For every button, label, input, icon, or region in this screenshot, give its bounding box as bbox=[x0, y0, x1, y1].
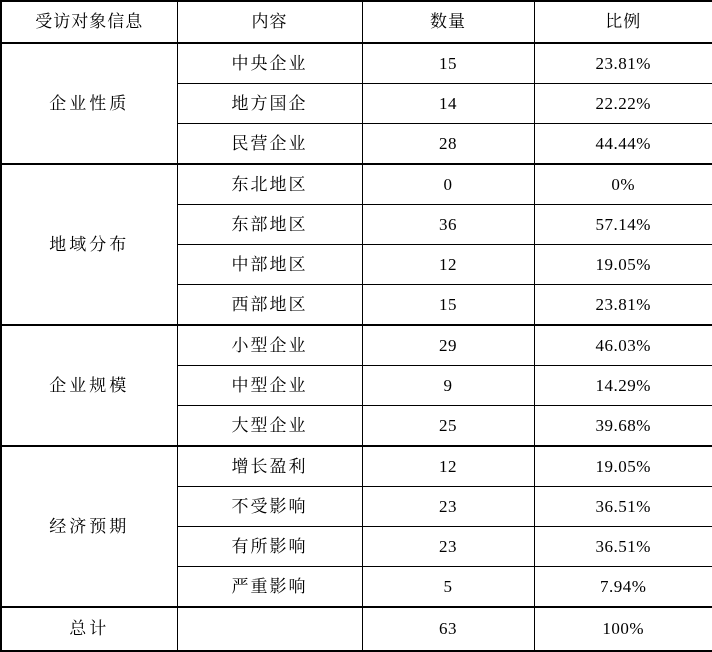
item-percent: 46.03% bbox=[534, 325, 712, 366]
item-label: 大型企业 bbox=[177, 406, 362, 447]
item-percent: 7.94% bbox=[534, 567, 712, 608]
item-label: 严重影响 bbox=[177, 567, 362, 608]
item-count: 12 bbox=[362, 446, 534, 487]
item-label: 小型企业 bbox=[177, 325, 362, 366]
item-percent: 44.44% bbox=[534, 124, 712, 165]
total-item-blank bbox=[177, 607, 362, 651]
total-label: 总计 bbox=[1, 607, 177, 651]
column-header-count: 数量 bbox=[362, 1, 534, 43]
group-label-economic-expectation: 经济预期 bbox=[1, 446, 177, 607]
item-count: 28 bbox=[362, 124, 534, 165]
item-label: 有所影响 bbox=[177, 527, 362, 567]
item-percent: 19.05% bbox=[534, 245, 712, 285]
item-count: 9 bbox=[362, 366, 534, 406]
item-label: 中部地区 bbox=[177, 245, 362, 285]
item-percent: 0% bbox=[534, 164, 712, 205]
item-label: 中型企业 bbox=[177, 366, 362, 406]
item-count: 25 bbox=[362, 406, 534, 447]
item-percent: 19.05% bbox=[534, 446, 712, 487]
item-count: 0 bbox=[362, 164, 534, 205]
item-label: 东部地区 bbox=[177, 205, 362, 245]
table-row bbox=[1, 164, 712, 205]
item-count: 23 bbox=[362, 527, 534, 567]
item-label: 增长盈利 bbox=[177, 446, 362, 487]
item-label: 中央企业 bbox=[177, 43, 362, 84]
item-label: 西部地区 bbox=[177, 285, 362, 326]
item-count: 29 bbox=[362, 325, 534, 366]
item-count: 15 bbox=[362, 43, 534, 84]
item-count: 15 bbox=[362, 285, 534, 326]
item-count: 12 bbox=[362, 245, 534, 285]
table-row bbox=[1, 43, 712, 84]
column-header-respondent-info: 受访对象信息 bbox=[1, 1, 177, 43]
table-row bbox=[1, 446, 712, 487]
item-label: 不受影响 bbox=[177, 487, 362, 527]
column-header-content: 内容 bbox=[177, 1, 362, 43]
item-count: 36 bbox=[362, 205, 534, 245]
item-count: 23 bbox=[362, 487, 534, 527]
table-header-row bbox=[1, 1, 712, 43]
item-count: 5 bbox=[362, 567, 534, 608]
item-percent: 57.14% bbox=[534, 205, 712, 245]
item-percent: 23.81% bbox=[534, 43, 712, 84]
item-label: 东北地区 bbox=[177, 164, 362, 205]
item-percent: 36.51% bbox=[534, 527, 712, 567]
table-row bbox=[1, 325, 712, 366]
column-header-ratio: 比例 bbox=[534, 1, 712, 43]
table-total-row bbox=[1, 607, 712, 651]
item-percent: 14.29% bbox=[534, 366, 712, 406]
item-label: 民营企业 bbox=[177, 124, 362, 165]
total-count: 63 bbox=[362, 607, 534, 651]
group-label-region-distribution: 地域分布 bbox=[1, 164, 177, 325]
group-label-enterprise-nature: 企业性质 bbox=[1, 43, 177, 164]
item-count: 14 bbox=[362, 84, 534, 124]
item-percent: 39.68% bbox=[534, 406, 712, 447]
total-percent: 100% bbox=[534, 607, 712, 651]
item-percent: 36.51% bbox=[534, 487, 712, 527]
item-percent: 23.81% bbox=[534, 285, 712, 326]
group-label-enterprise-scale: 企业规模 bbox=[1, 325, 177, 446]
item-percent: 22.22% bbox=[534, 84, 712, 124]
item-label: 地方国企 bbox=[177, 84, 362, 124]
